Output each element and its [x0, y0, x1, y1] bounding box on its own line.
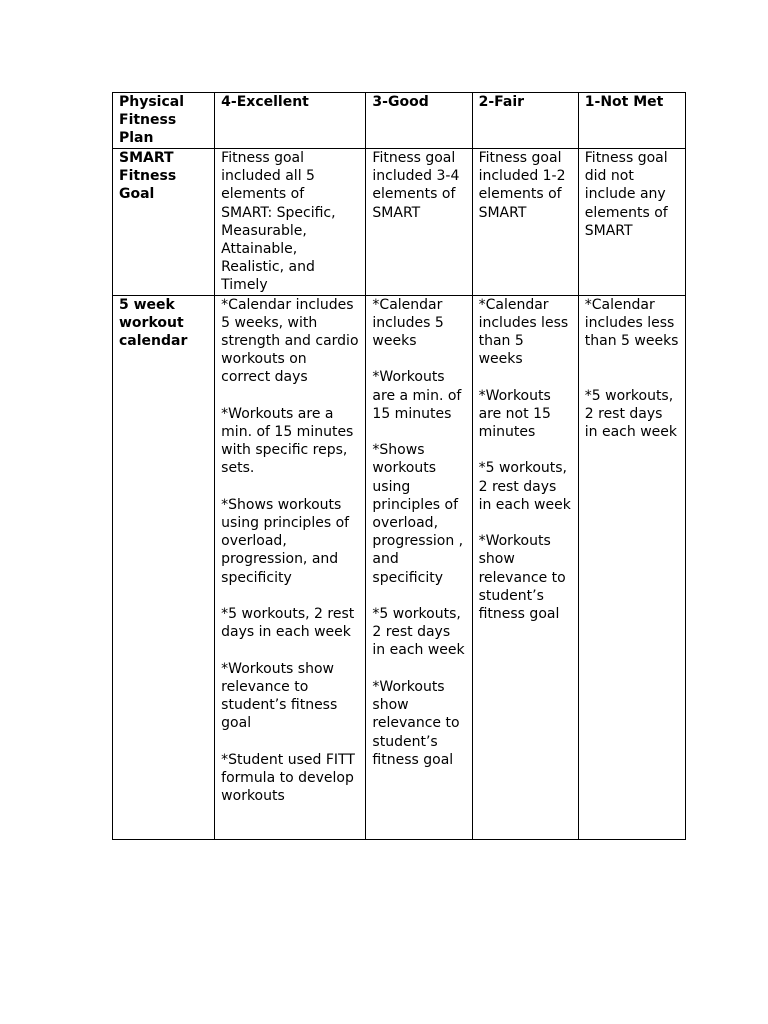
cell-text: Fitness goal included 1-2 elements of SMART [478, 150, 566, 221]
cell-fair [472, 295, 578, 839]
rubric-table [112, 92, 686, 840]
cell-text: *Calendar includes 5 weeks, with strength and cardio workouts on correct days *Workouts are a min. of 15 minutes with specific reps, sets. *Shows workouts using principles of overload, progression, and specificity *5 workouts, 2 rest days in each week *Workouts show relevance to student’s fitness goal *Student used FITT formula to develop workouts [221, 296, 359, 805]
cell-good [366, 295, 472, 839]
header-row [113, 93, 686, 149]
cell-good [366, 149, 472, 296]
cell-excellent [215, 295, 366, 839]
header-criterion: Physical Fitness Plan [113, 93, 215, 149]
table-row-smart-goal [113, 149, 686, 296]
header-excellent: 4-Excellent [215, 93, 366, 149]
table-row-workout-calendar [113, 295, 686, 839]
cell-text: Fitness goal did not include any elements of SMART [584, 150, 668, 239]
cell-text: *Calendar includes less than 5 weeks *5 workouts, 2 rest days in each week [584, 296, 679, 441]
criterion-smart-goal: SMART Fitness Goal [113, 149, 215, 296]
header-good: 3-Good [366, 93, 472, 149]
cell-fair [472, 149, 578, 296]
cell-text: *Calendar includes less than 5 weeks *Workouts are not 15 minutes *5 workouts, 2 rest days in each week *Workouts show relevance to student’s fitness goal [478, 296, 571, 623]
cell-not-met [578, 149, 685, 296]
cell-excellent [215, 149, 366, 296]
cell-text: *Calendar includes 5 weeks *Workouts are a min. of 15 minutes *Shows workouts using principles of overload, progression , and specificity *5 workouts, 2 rest days in each week *Workouts show relevance to student’s fitness goal [372, 296, 465, 768]
header-not-met: 1-Not Met [578, 93, 685, 149]
cell-text: Fitness goal included all 5 elements of SMART: Specific, Measurable, Attainable, Realistic, and Timely [221, 150, 336, 294]
header-fair: 2-Fair [472, 93, 578, 149]
cell-not-met [578, 295, 685, 839]
criterion-workout-calendar: 5 week workout calendar [113, 295, 215, 839]
cell-text: Fitness goal included 3-4 elements of SMART [372, 150, 460, 221]
